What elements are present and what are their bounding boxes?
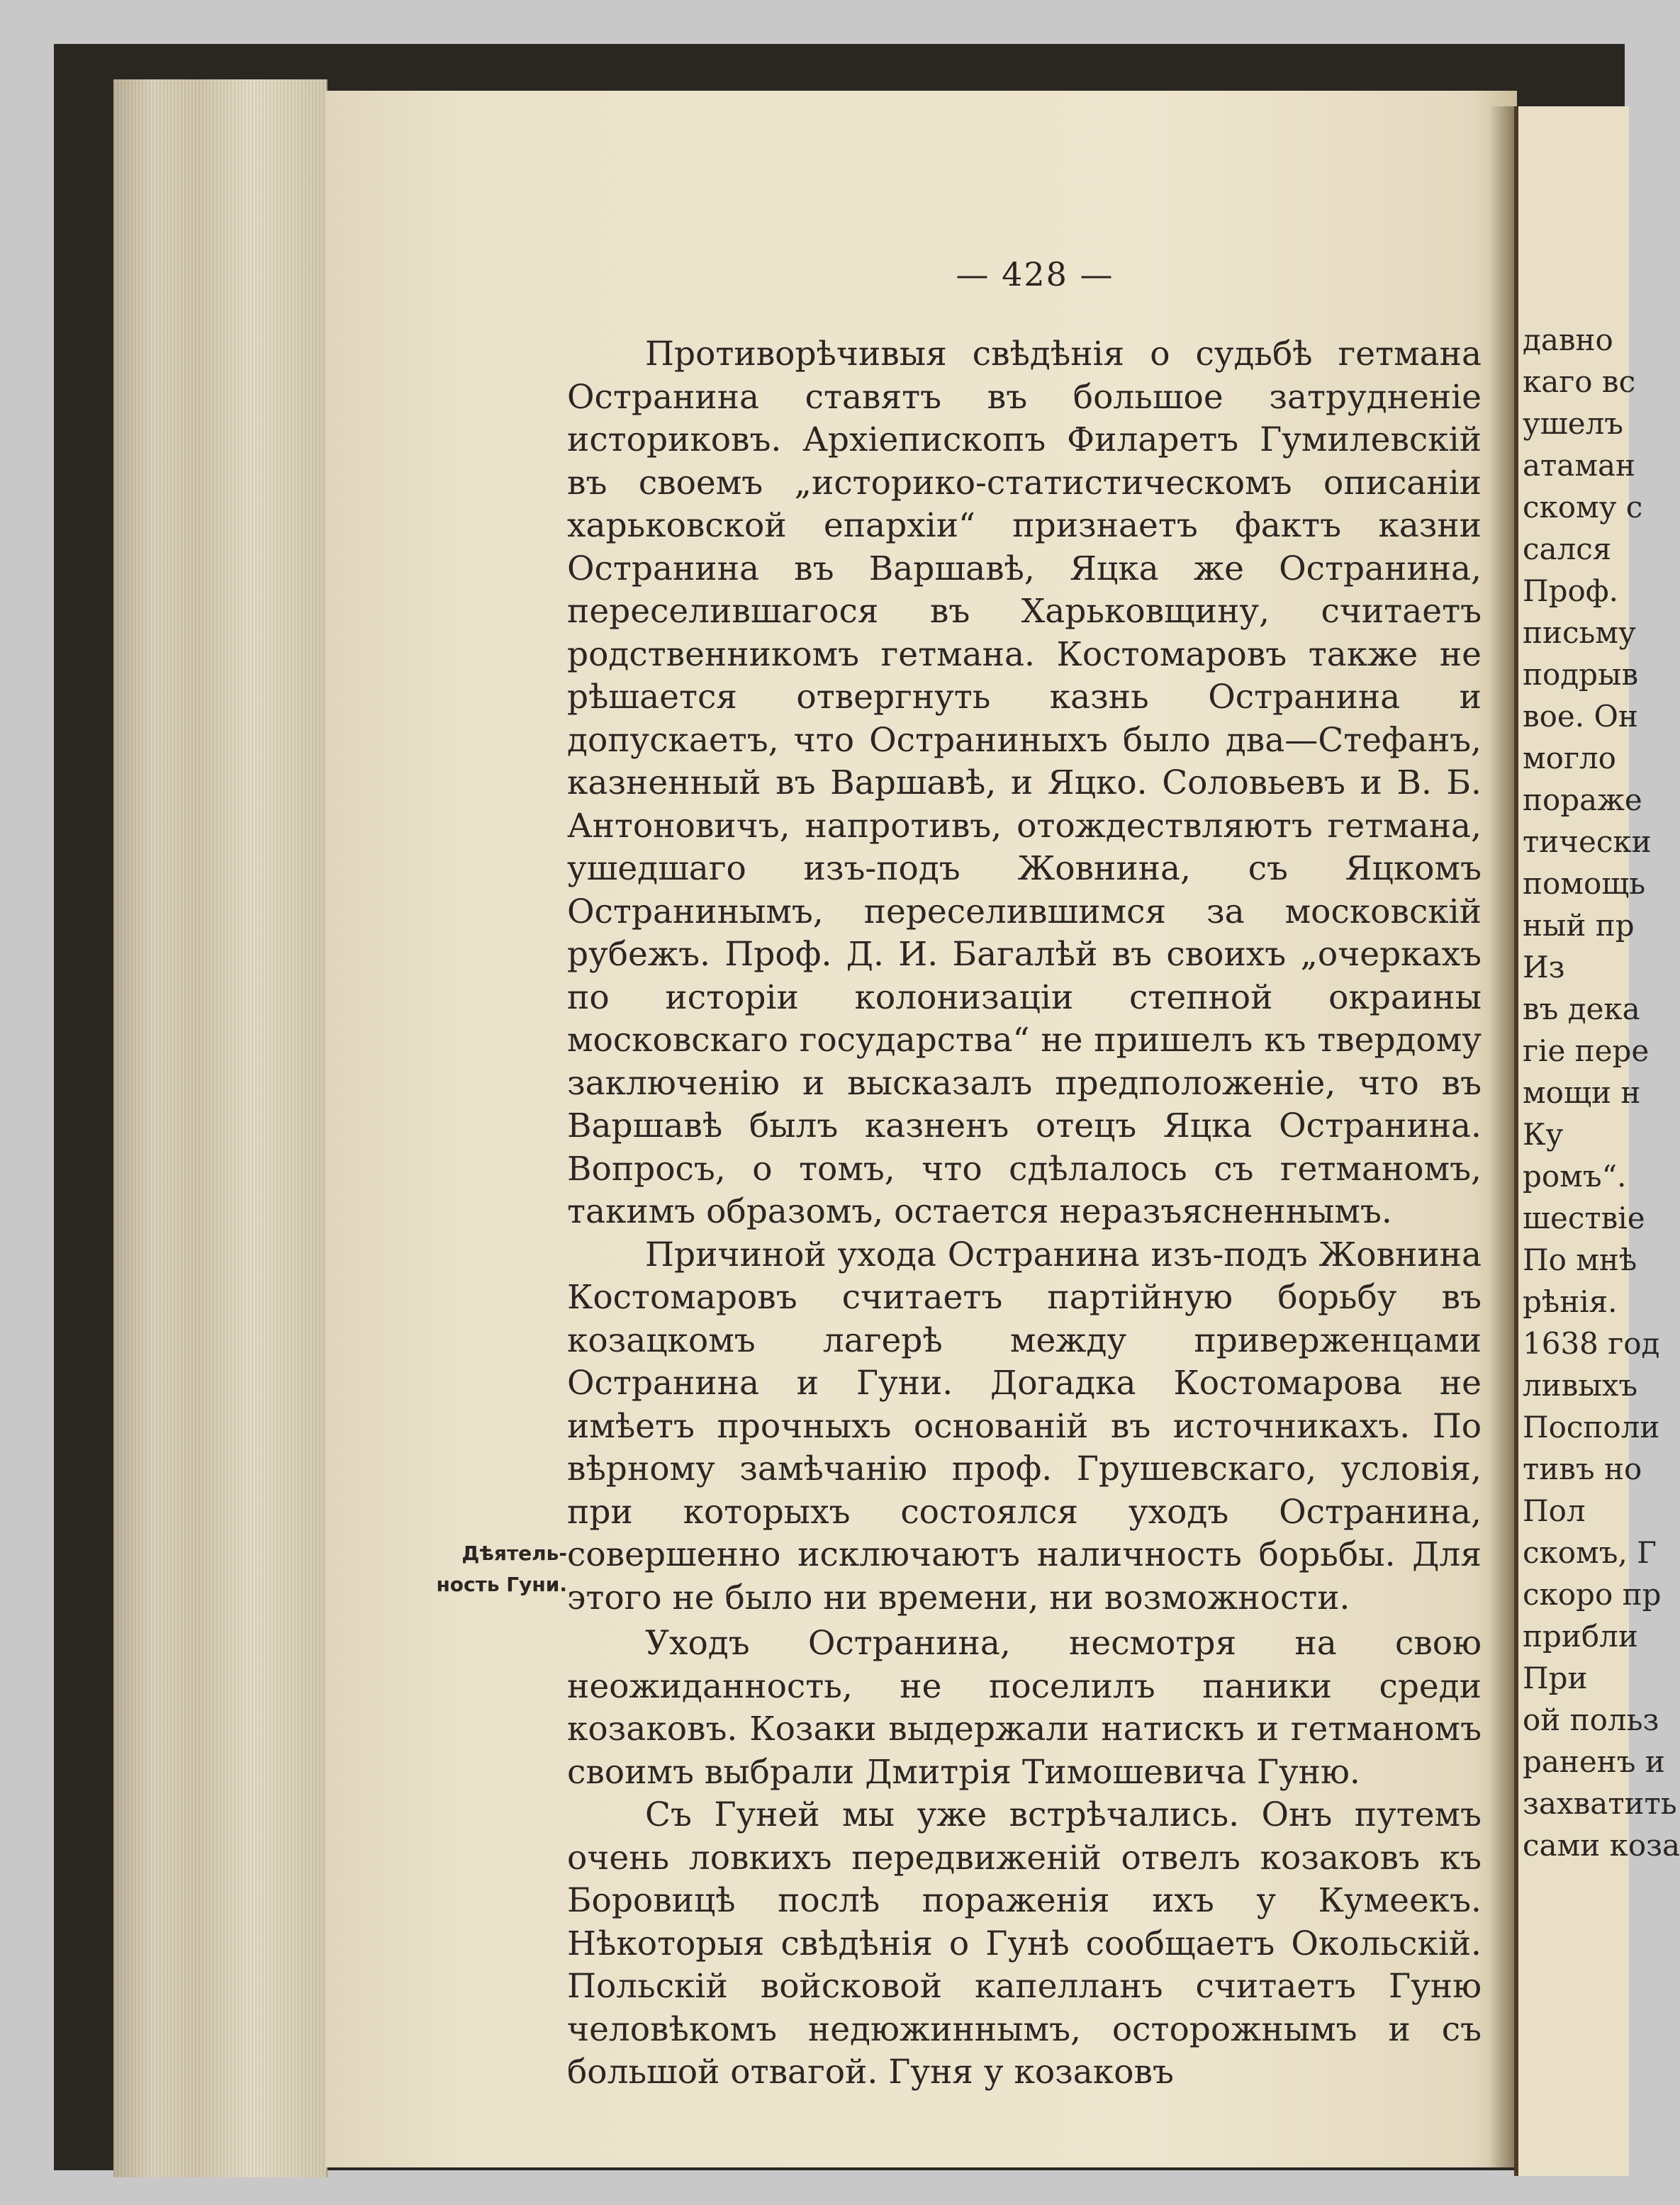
facing-page-line: раненъ и: [1523, 1744, 1665, 1779]
facing-page-line: письму: [1523, 615, 1636, 650]
facing-page-line: ливыхъ: [1523, 1368, 1638, 1403]
facing-page-line: давно: [1523, 322, 1613, 357]
facing-page-line: Ку: [1523, 1117, 1564, 1152]
facing-page-line: тивъ но: [1523, 1452, 1642, 1486]
facing-page-line: помощь: [1523, 866, 1646, 901]
facing-page-line: ой польз: [1523, 1702, 1659, 1737]
facing-page-line: Посполи: [1523, 1410, 1660, 1444]
facing-page-line: Пол: [1523, 1493, 1586, 1528]
book-page-edges: [113, 79, 327, 2177]
facing-page-line: рѣнія.: [1523, 1284, 1618, 1319]
facing-page-line: захватить: [1523, 1786, 1677, 1821]
facing-page-line: атаман: [1523, 448, 1636, 483]
margin-note-line: Дѣятель-: [461, 1542, 567, 1565]
facing-page-line: ушелъ: [1523, 406, 1624, 441]
facing-page-line: шествіе: [1523, 1201, 1645, 1235]
facing-page-line: тически: [1523, 824, 1652, 859]
facing-page-line: ромъ“.: [1523, 1159, 1627, 1194]
facing-page-line: скомъ, Г: [1523, 1535, 1657, 1570]
facing-page-line: скоро пр: [1523, 1577, 1662, 1612]
paragraph: Причиной ухода Остранина изъ-подъ Жовнина Костомаровъ считаетъ партійную борьбу въ козацкомъ лагерѣ между приверженцами Остранина и Гуни. Догадка Костомарова не имѣетъ прочныхъ основаній въ источникахъ. По вѣрному замѣчанію проф. Грушевскаго, условія, при которыхъ состоялся уходъ Остранина, совершенно исключаютъ наличность борьбы. Для этого не было ни времени, ни возможности.: [567, 1235, 1482, 1617]
paragraph: Съ Гуней мы уже встрѣчались. Онъ путемъ очень ловкихъ передвиженій отвелъ козаковъ къ Боровицѣ послѣ пораженія ихъ у Кумеекъ. Нѣкоторыя свѣдѣнія о Гунѣ сообщаетъ Окольскій. Польскій войсковой капелланъ считаетъ Гуню человѣкомъ недюжиннымъ, осторожнымъ и съ большой отвагой. Гуня у козаковъ: [567, 1795, 1482, 2092]
facing-page-line: По мнѣ: [1523, 1242, 1637, 1277]
facing-page-line: гіе пере: [1523, 1033, 1650, 1068]
page-body-text: [567, 333, 1482, 2094]
facing-page-line: могло: [1523, 741, 1616, 775]
facing-page-line: скому с: [1523, 490, 1643, 524]
page-number: — 428 —: [956, 255, 1114, 293]
facing-page-line: прибли: [1523, 1619, 1638, 1654]
facing-page-line: мощи н: [1523, 1075, 1641, 1110]
facing-page-line: Проф.: [1523, 573, 1619, 608]
facing-page-line: Из: [1523, 950, 1565, 984]
paragraph: Противорѣчивыя свѣдѣнія о судьбѣ гетмана Остранина ставятъ въ большое затрудненіе историковъ. Архіепископъ Филаретъ Гумилевскій въ своемъ „историко-статистическомъ описаніи харьковской епархіи“ признаетъ фактъ казни Остранина въ Варшавѣ, Яцка же Остранина, переселившагося въ Харьковщину, считаетъ родственникомъ гетмана. Костомаровъ также не рѣшается отвергнуть казнь Остранина и допускаетъ, что Остраниныхъ было два—Стефанъ, казненный въ Варшавѣ, и Яцко. Соловьевъ и В. Б. Антоновичъ, напротивъ, отождествляютъ гетмана, ушедшаго изъ-подъ Жовнина, съ Яцкомъ Остранинымъ, переселившимся за московскій рубежъ. Проф. Д. И. Багалѣй въ своихъ „очеркахъ по исторіи колонизаціи степной окраины московскаго государства“ не пришелъ къ твердому заключенію и высказалъ предположеніе, что въ Варшавѣ былъ казненъ отецъ Яцка Остранина. Вопросъ, о томъ, что сдѣлалось съ гетманомъ, такимъ образомъ, остается неразъясненнымъ.: [567, 335, 1482, 1231]
facing-page-line: каго вс: [1523, 364, 1636, 399]
margin-note-line: ность Гуни.: [436, 1573, 567, 1596]
facing-page-line: сался: [1523, 532, 1612, 566]
book-gutter-shadow: [1489, 106, 1514, 2169]
facing-page-line: ный пр: [1523, 908, 1635, 943]
facing-page-line: 1638 год: [1523, 1326, 1660, 1361]
facing-page-line: пораже: [1523, 782, 1642, 817]
paragraph: Уходъ Остранина, несмотря на свою неожиданность, не поселилъ паники среди козаковъ. Козаки выдержали натискъ и гетманомъ своимъ выбрали Дмитрія Тимошевича Гуню.: [567, 1624, 1482, 1792]
facing-page-line: вое. Он: [1523, 699, 1638, 734]
margin-note: [425, 1538, 567, 1600]
facing-page-text: [1523, 319, 1680, 1866]
facing-page-line: сами коза: [1523, 1828, 1680, 1863]
facing-page-line: При: [1523, 1661, 1588, 1695]
facing-page-line: въ дека: [1523, 992, 1640, 1026]
facing-page-line: подрыв: [1523, 657, 1639, 692]
